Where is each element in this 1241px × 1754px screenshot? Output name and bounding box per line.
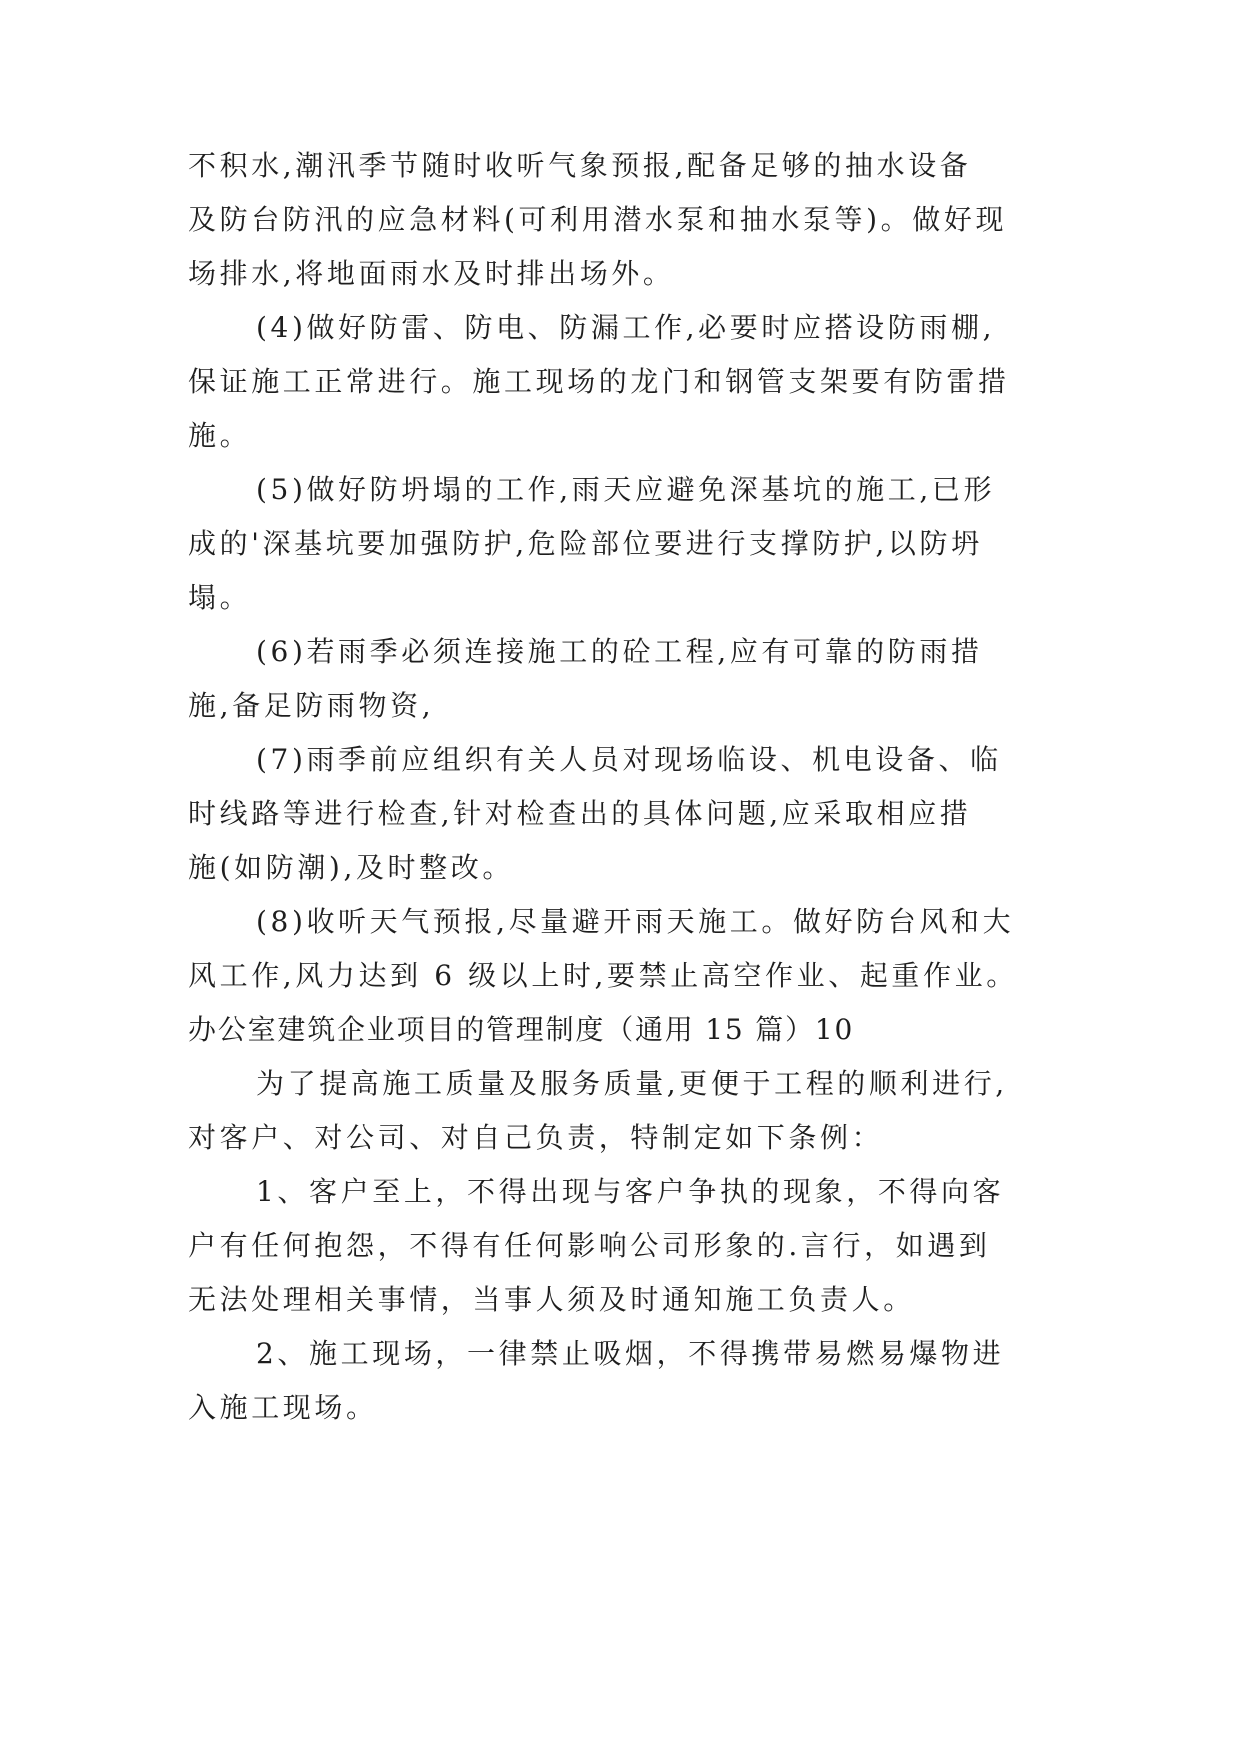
text-line: 户有任何抱怨，不得有任何影响公司形象的.言行，如遇到 [188, 1229, 991, 1262]
section-heading: 办公室建筑企业项目的管理制度（通用 15 篇）10 [188, 1013, 855, 1046]
text-line: 保证施工正常进行。施工现场的龙门和钢管支架要有防雷措 [188, 365, 1010, 398]
text-line: 时线路等进行检查,针对检查出的具体问题,应采取相应措 [188, 797, 972, 830]
text-line: (5)做好防坍塌的工作,雨天应避免深基坑的施工,已形 [256, 473, 996, 506]
text-line: 塌。 [188, 581, 252, 614]
text-line: 为了提高施工质量及服务质量,更便于工程的顺利进行, [256, 1067, 1008, 1100]
text-line: 风工作,风力达到 6 级以上时,要禁止高空作业、起重作业。 [188, 959, 1018, 992]
text-line: 施(如防潮),及时整改。 [188, 851, 514, 884]
text-line: (7)雨季前应组织有关人员对现场临设、机电设备、临 [256, 743, 1002, 776]
text-line: 无法处理相关事情，当事人须及时通知施工负责人。 [188, 1283, 915, 1316]
text-line: (8)收听天气预报,尽量避开雨天施工。做好防台风和大 [256, 905, 1015, 938]
text-line: 对客户、对公司、对自己负责，特制定如下条例： [188, 1121, 884, 1154]
text-line: 2、施工现场，一律禁止吸烟，不得携带易燃易爆物进 [256, 1337, 1005, 1370]
text-line: 施,备足防雨物资, [188, 689, 435, 722]
text-line: 及防台防汛的应急材料(可利用潜水泵和抽水泵等)。做好现 [188, 203, 1008, 236]
text-line: 入施工现场。 [188, 1391, 378, 1424]
text-line: 施。 [188, 419, 252, 452]
text-line: 成的'深基坑要加强防护,危险部位要进行支撑防护,以防坍 [188, 527, 983, 560]
text-line: 场排水,将地面雨水及时排出场外。 [188, 257, 675, 290]
text-line: (4)做好防雷、防电、防漏工作,必要时应搭设防雨棚, [256, 311, 996, 344]
text-line: (6)若雨季必须连接施工的砼工程,应有可靠的防雨措 [256, 635, 983, 668]
text-line: 1、客户至上，不得出现与客户争执的现象，不得向客 [256, 1175, 1005, 1208]
text-line: 不积水,潮汛季节随时收听气象预报,配备足够的抽水设备 [188, 149, 972, 182]
